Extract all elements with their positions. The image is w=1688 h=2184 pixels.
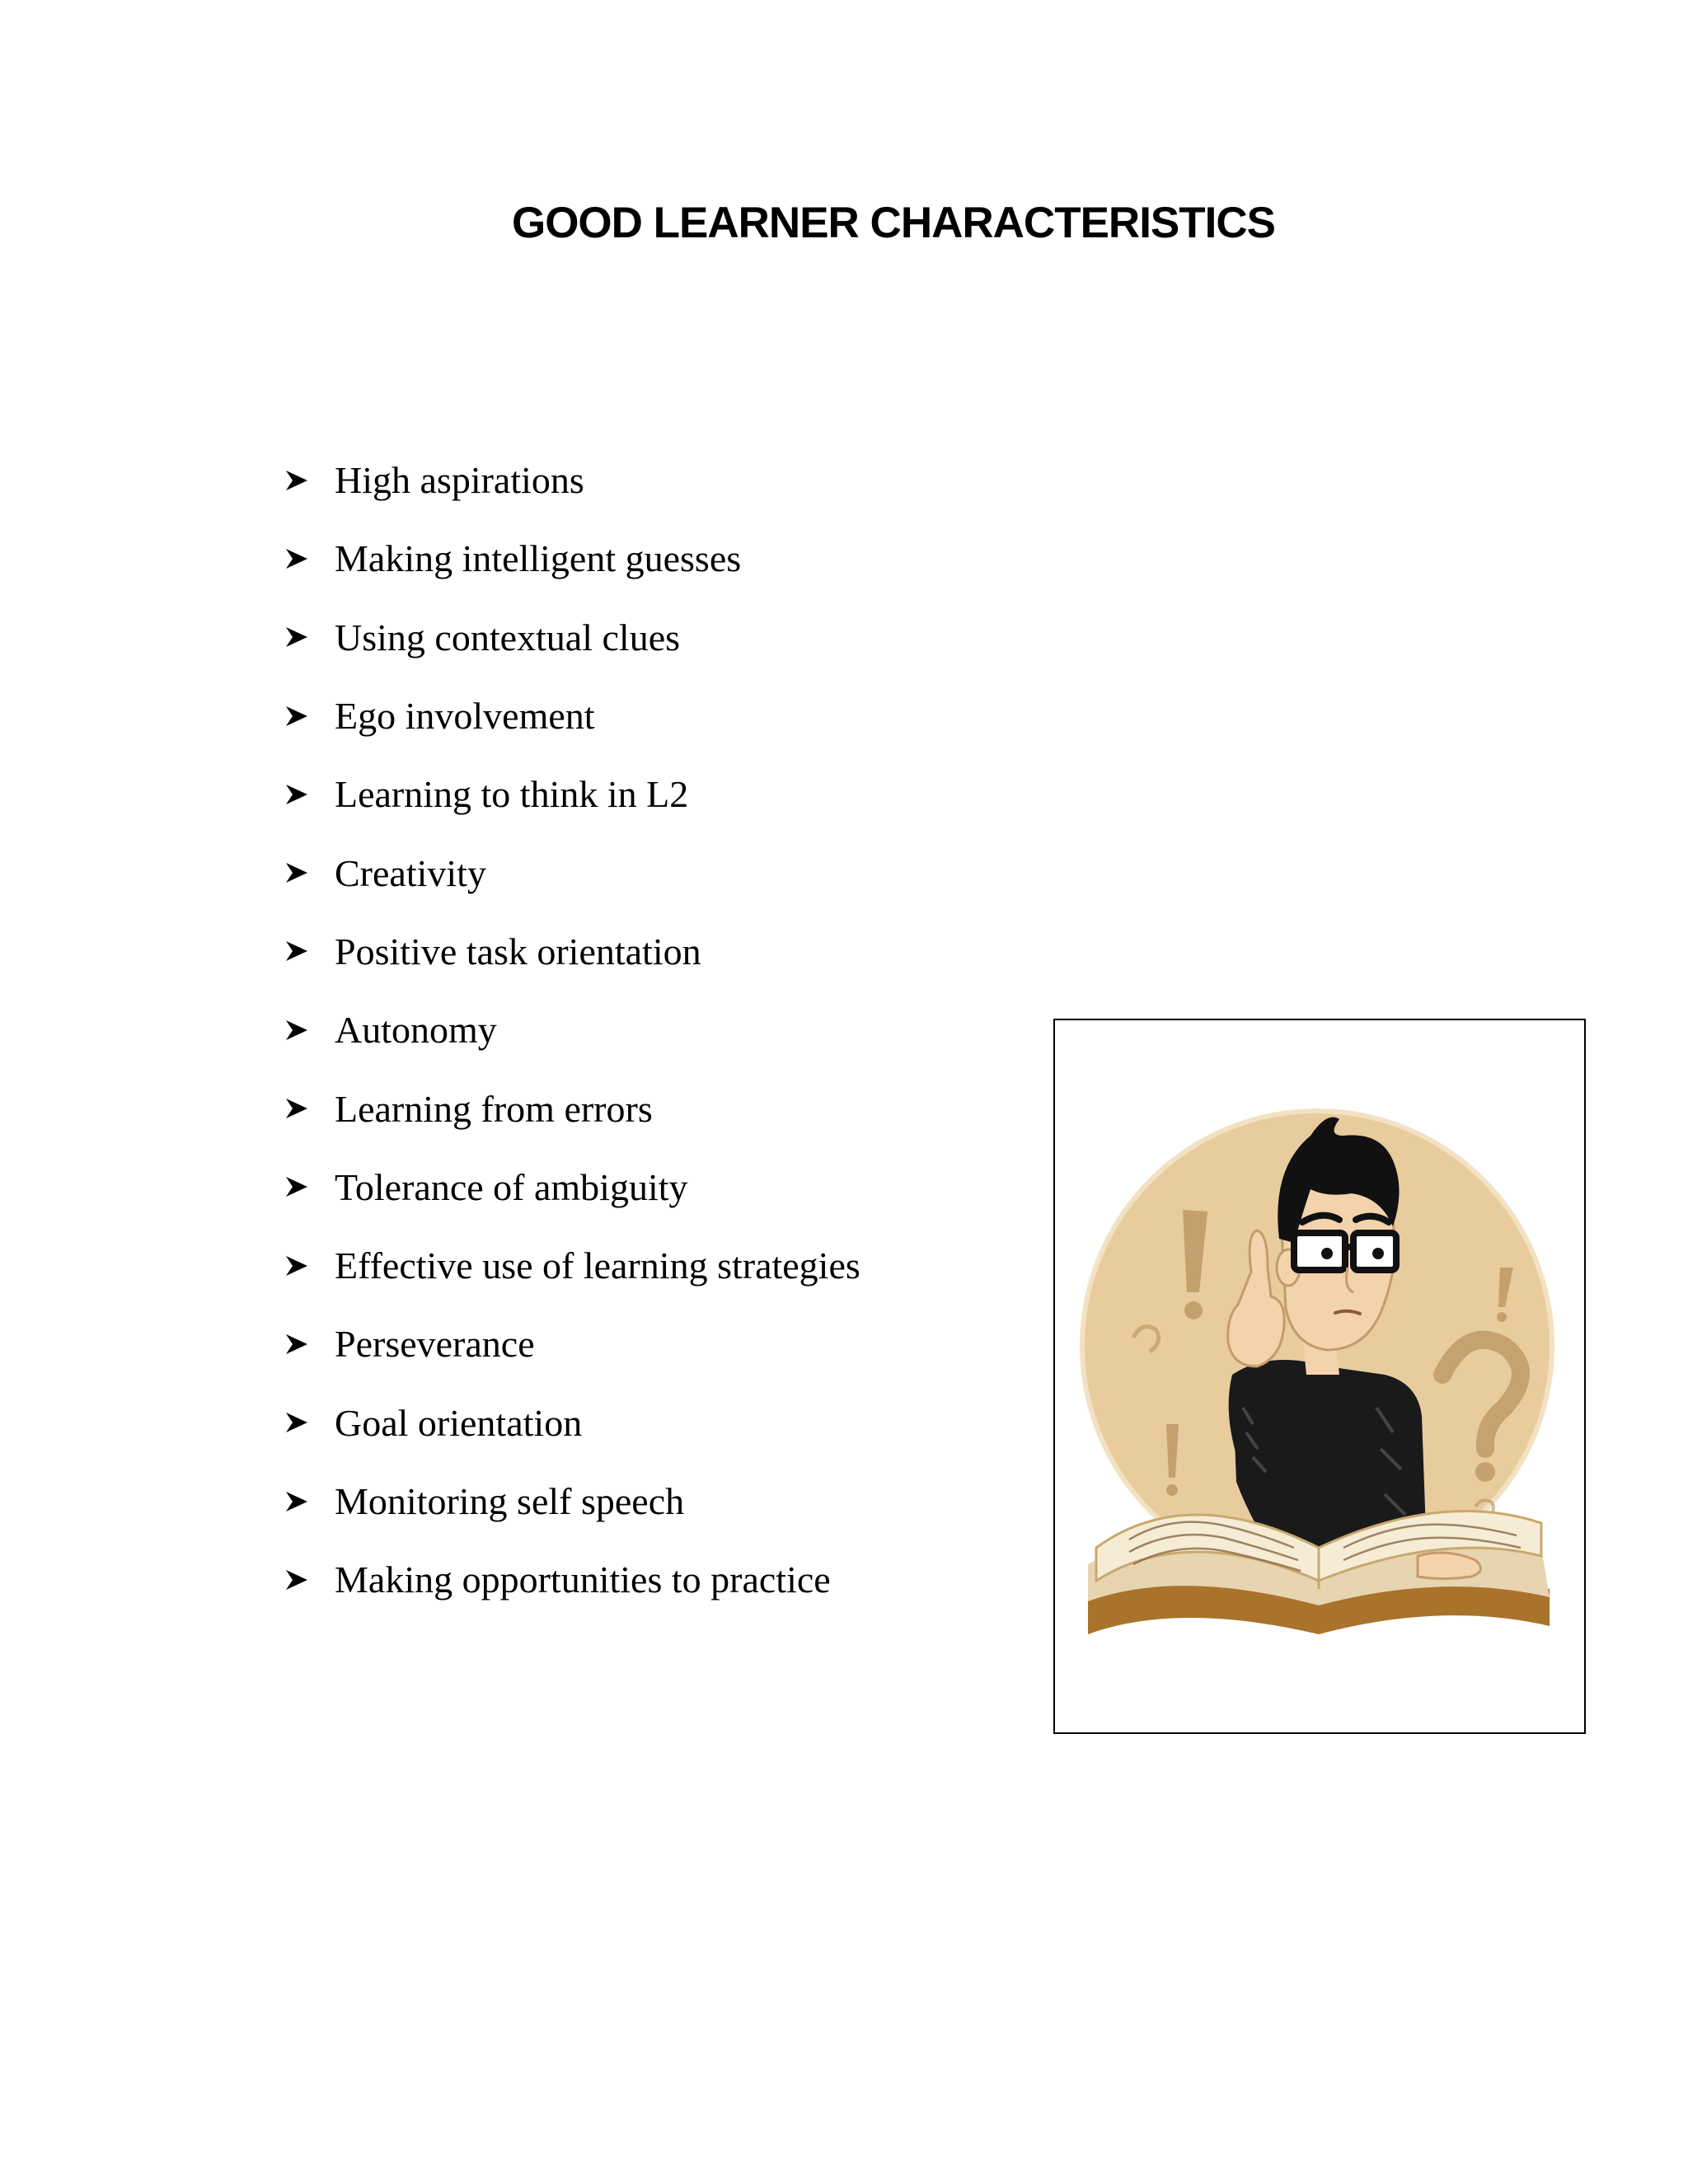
- list-item: [284, 1069, 860, 1147]
- list-item: [284, 598, 860, 677]
- list-item: [284, 991, 860, 1069]
- arrow-bullet-icon: [284, 1096, 335, 1121]
- list-item-label: Tolerance of ambiguity: [335, 1165, 688, 1208]
- list-item-label: Positive task orientation: [335, 930, 701, 972]
- arrow-bullet-icon: [284, 546, 335, 571]
- arrow-bullet-icon: [284, 1410, 335, 1435]
- arrow-bullet-icon: [284, 1489, 335, 1514]
- arrow-bullet-icon: [284, 1254, 335, 1278]
- list-item: [284, 1540, 860, 1619]
- list-item: [284, 755, 860, 833]
- list-item-label: Effective use of learning strategies: [335, 1244, 860, 1287]
- list-item-label: Learning to think in L2: [335, 773, 689, 816]
- arrow-bullet-icon: [284, 625, 335, 649]
- arrow-bullet-icon: [284, 860, 335, 885]
- arrow-bullet-icon: [284, 782, 335, 807]
- list-item-label: Using contextual clues: [335, 616, 681, 658]
- list-item-label: Ego involvement: [335, 695, 595, 738]
- arrow-bullet-icon: [284, 1568, 335, 1592]
- list-item-label: Creativity: [335, 851, 486, 894]
- list-item-label: Goal orientation: [335, 1401, 583, 1444]
- list-item: [284, 833, 860, 912]
- list-item-label: Making opportunities to practice: [335, 1558, 831, 1601]
- characteristics-list: [284, 441, 860, 1619]
- illustration-frame: [1053, 1019, 1586, 1734]
- list-item: [284, 1148, 860, 1226]
- list-item: [284, 1305, 860, 1383]
- arrow-bullet-icon: [284, 1018, 335, 1043]
- list-item: [284, 1462, 860, 1540]
- arrow-bullet-icon: [284, 1332, 335, 1357]
- student-reading-book-icon: [1055, 1020, 1584, 1732]
- list-item-label: Making intelligent guesses: [335, 537, 742, 580]
- page-title: GOOD LEARNER CHARACTERISTICS: [511, 199, 1276, 247]
- list-item-label: High aspirations: [335, 459, 584, 502]
- arrow-bullet-icon: [284, 939, 335, 963]
- list-item-label: Perseverance: [335, 1323, 535, 1366]
- list-item: [284, 1384, 860, 1462]
- list-item-label: Learning from errors: [335, 1087, 653, 1130]
- arrow-bullet-icon: [284, 1174, 335, 1199]
- list-item: [284, 1226, 860, 1305]
- list-item: [284, 677, 860, 755]
- list-item-label: Monitoring self speech: [335, 1480, 685, 1522]
- list-item: [284, 912, 860, 991]
- arrow-bullet-icon: [284, 468, 335, 493]
- list-item: [284, 441, 860, 519]
- list-item: [284, 519, 860, 598]
- list-item-label: Autonomy: [335, 1009, 497, 1052]
- arrow-bullet-icon: [284, 704, 335, 729]
